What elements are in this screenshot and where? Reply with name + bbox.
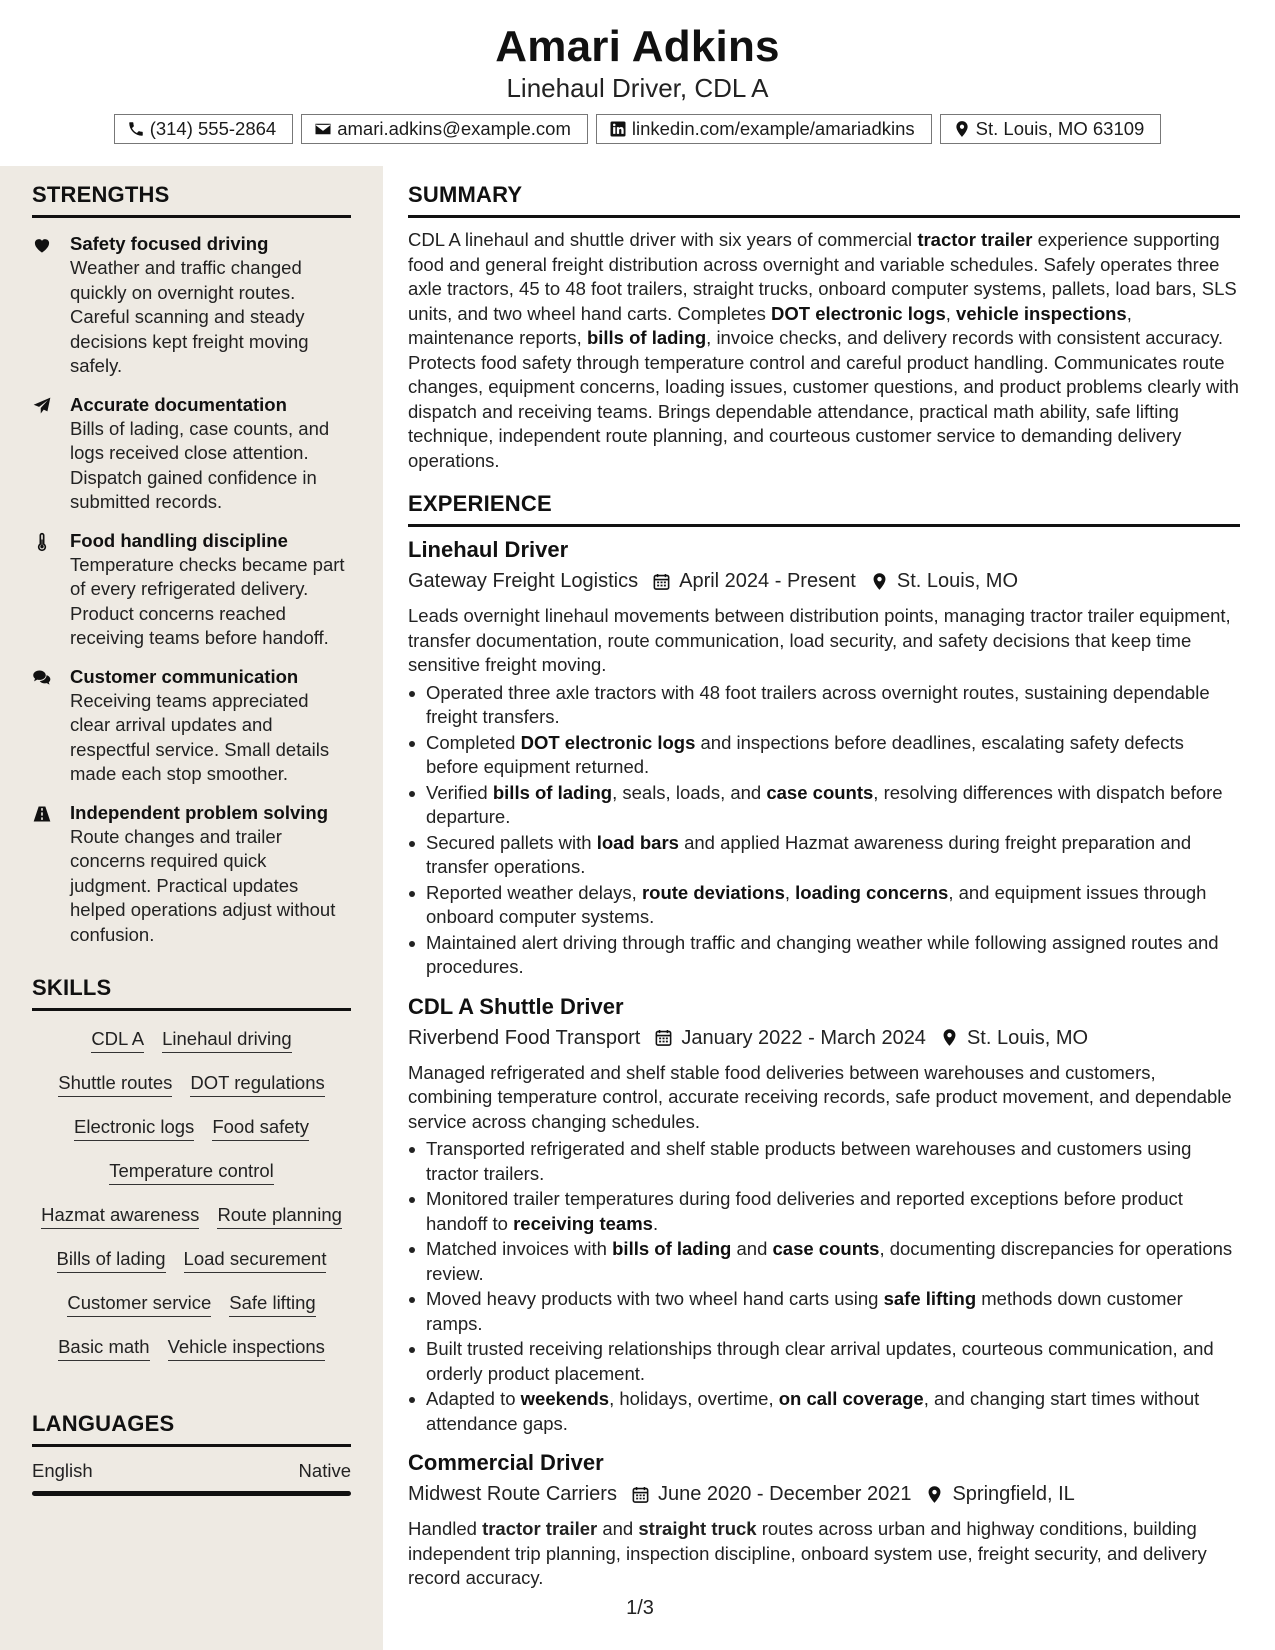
contact-email[interactable]	[301, 114, 588, 144]
skill-tag: Route planning	[217, 1203, 341, 1229]
strength-desc: Receiving teams appreciated clear arrival updates and respectful service. Small details made each stop smoother.	[70, 689, 330, 784]
job-meta	[408, 566, 1240, 596]
strength-desc: Weather and traffic changed quickly on overnight routes. Careful scanning and steady decisions kept freight moving safely.	[70, 257, 309, 376]
skills-heading: SKILLS	[32, 975, 351, 1011]
job-entry	[408, 1448, 1240, 1591]
skill-tag: Customer service	[67, 1291, 211, 1317]
job-bullet: Built trusted receiving relationships through clear arrival updates, courteous communication, and orderly product placement.	[408, 1337, 1240, 1386]
job-bullet: Monitored trailer temperatures during food deliveries and reported exceptions before product handoff to receiving teams.	[408, 1187, 1240, 1236]
strength-desc: Route changes and trailer concerns required quick judgment. Practical updates helped operations adjust without confusion.	[70, 825, 336, 945]
calendar-icon	[631, 1485, 650, 1504]
job-location: St. Louis, MO	[896, 570, 1019, 592]
phone-icon	[127, 120, 145, 138]
job-dates: January 2022 - March 2024	[681, 1026, 926, 1049]
skill-tag: Electronic logs	[74, 1115, 194, 1141]
job-title: Linehaul Driver	[408, 537, 569, 562]
sidebar	[32, 182, 351, 1496]
job-description: Leads overnight linehaul movements between distribution points, managing tractor trailer equipment, transfer documentation, route communication, load security, and safety decisions that keep time sensitive freight moving.	[408, 605, 1231, 675]
job-bullet: Transported refrigerated and shelf stable products between warehouses and customers using tractor trailers.	[408, 1137, 1240, 1186]
thermometer-icon	[32, 532, 52, 552]
location-pin-icon	[953, 120, 971, 138]
job-bullet: Reported weather delays, route deviations, loading concerns, and equipment issues through onboard computer systems.	[408, 881, 1240, 930]
skill-tag: Safe lifting	[229, 1291, 315, 1317]
contact-email-text: amari.adkins@example.com	[337, 118, 571, 139]
skill-tag: Basic math	[58, 1335, 150, 1361]
strength-title: Food handling discipline	[70, 529, 288, 551]
job-entry	[408, 992, 1240, 1437]
job-company: Riverbend Food Transport	[408, 1026, 641, 1049]
job-bullet: Secured pallets with load bars and applied Hazmat awareness during freight preparation and transfer operations.	[408, 831, 1240, 880]
job-company: Midwest Route Carriers	[408, 1483, 617, 1505]
job-bullet: Adapted to weekends, holidays, overtime, on call coverage, and changing start times without attendance gaps.	[408, 1387, 1240, 1436]
contact-location-text: St. Louis, MO 63109	[975, 118, 1145, 139]
skill-tag: Shuttle routes	[58, 1071, 172, 1097]
strength-item	[32, 665, 351, 787]
location-pin-icon	[870, 572, 889, 591]
skill-tag: Food safety	[212, 1115, 309, 1141]
job-bullet: Completed DOT electronic logs and inspections before deadlines, escalating safety defects before equipment returned.	[408, 731, 1240, 780]
job-location: St. Louis, MO	[966, 1026, 1089, 1049]
experience-list	[408, 535, 1240, 1591]
envelope-icon	[314, 120, 332, 138]
skill-tag: Hazmat awareness	[41, 1203, 199, 1229]
strength-item	[32, 801, 351, 948]
strength-desc: Temperature checks became part of every refrigerated delivery. Product concerns reached receiving teams before handoff.	[70, 553, 345, 648]
job-title: CDL A Shuttle Driver	[408, 993, 624, 1019]
job-description: Handled tractor trailer and straight truck routes across urban and highway conditions, building independent trip planning, inspection discipline, onboard system use, freight security, and delivery record accuracy.	[408, 1518, 1207, 1588]
strength-title: Independent problem solving	[70, 801, 328, 823]
strength-title: Customer communication	[70, 665, 299, 687]
job-meta	[408, 1479, 1240, 1509]
job-bullets	[408, 681, 1240, 980]
paper-plane-icon	[32, 396, 52, 416]
language-level-bar	[32, 1491, 351, 1496]
candidate-title: Linehaul Driver, CDL A	[506, 73, 769, 103]
job-bullet: Maintained alert driving through traffic and changing weather while following assigned routes and procedures.	[408, 931, 1240, 980]
summary-heading: SUMMARY	[408, 182, 1240, 218]
job-dates: April 2024 - Present	[679, 570, 856, 592]
skills-list	[32, 1027, 351, 1361]
contact-bar	[0, 114, 1275, 144]
location-pin-icon	[940, 1028, 959, 1047]
skill-tag: Load securement	[184, 1247, 327, 1273]
language-item	[32, 1459, 351, 1483]
job-location: Springfield, IL	[952, 1483, 1075, 1505]
strengths-heading: STRENGTHS	[32, 182, 351, 218]
calendar-icon	[652, 572, 671, 591]
location-pin-icon	[925, 1485, 944, 1504]
main-content	[408, 182, 1240, 1591]
contact-linkedin[interactable]	[596, 114, 932, 144]
calendar-icon	[654, 1028, 673, 1047]
strength-item	[32, 232, 351, 379]
language-level: Native	[298, 1460, 351, 1481]
contact-linkedin-text: linkedin.com/example/amariadkins	[631, 118, 915, 139]
job-bullet: Moved heavy products with two wheel hand carts using safe lifting methods down customer ramps.	[408, 1287, 1240, 1336]
contact-phone[interactable]	[114, 114, 294, 144]
page-number: 1/3	[626, 1597, 654, 1619]
strength-desc: Bills of lading, case counts, and logs received close attention. Dispatch gained confidence in submitted records.	[70, 417, 330, 512]
candidate-name: Amari Adkins	[495, 22, 780, 71]
skill-tag: Temperature control	[109, 1159, 274, 1185]
strength-item	[32, 529, 351, 651]
job-bullet: Verified bills of lading, seals, loads, and case counts, resolving differences with dispatch before departure.	[408, 781, 1240, 830]
linkedin-icon	[609, 120, 627, 138]
contact-location[interactable]	[940, 114, 1162, 144]
job-meta	[408, 1023, 1240, 1053]
job-entry	[408, 535, 1240, 980]
job-description: Managed refrigerated and shelf stable food deliveries between warehouses and customers, combining temperature control, accurate receiving records, safe product movement, and dependable service across changing schedules.	[408, 1061, 1232, 1132]
languages-heading: LANGUAGES	[32, 1411, 351, 1447]
heart-icon	[32, 235, 52, 255]
road-icon	[32, 804, 52, 824]
job-company: Gateway Freight Logistics	[408, 570, 639, 592]
job-dates: June 2020 - December 2021	[657, 1483, 912, 1505]
job-title: Commercial Driver	[408, 1450, 604, 1475]
chat-bubbles-icon	[32, 668, 52, 688]
skill-tag: Linehaul driving	[162, 1027, 292, 1053]
job-bullets	[408, 1137, 1240, 1436]
language-name: English	[32, 1460, 93, 1481]
strengths-list	[32, 232, 351, 947]
strength-title: Safety focused driving	[70, 233, 269, 254]
skill-tag: DOT regulations	[190, 1071, 324, 1097]
contact-phone-text: (314) 555-2864	[149, 118, 277, 139]
skill-tag: Vehicle inspections	[168, 1335, 325, 1361]
summary-text: CDL A linehaul and shuttle driver with six years of commercial tractor trailer experience supporting food and general freight distribution across overnight and variable schedules. Safely operates three axle tractors, 45 to 48 foot trailers, straight trucks, onboard computer systems, pallets, load bars, SLS units, and two wheel hand carts. Completes DOT electronic logs, vehicle inspections, maintenance reports, bills of lading, invoice checks, and delivery records with consistent accuracy. Protects food safety through temperature control and careful product handling. Communicates route changes, equipment concerns, loading issues, customer questions, and product problems clearly with dispatch and receiving teams. Brings dependable attendance, practical math ability, safe lifting technique, independent route planning, and courteous customer service to demanding delivery operations.	[408, 229, 1239, 471]
skill-tag: Bills of lading	[57, 1247, 166, 1273]
strength-item	[32, 393, 351, 515]
skill-tag: CDL A	[91, 1027, 144, 1053]
experience-heading: EXPERIENCE	[408, 491, 1240, 527]
job-bullet: Operated three axle tractors with 48 foot trailers across overnight routes, sustaining dependable freight transfers.	[408, 681, 1240, 730]
strength-title: Accurate documentation	[70, 393, 287, 415]
job-bullet: Matched invoices with bills of lading and case counts, documenting discrepancies for operations review.	[408, 1237, 1240, 1286]
